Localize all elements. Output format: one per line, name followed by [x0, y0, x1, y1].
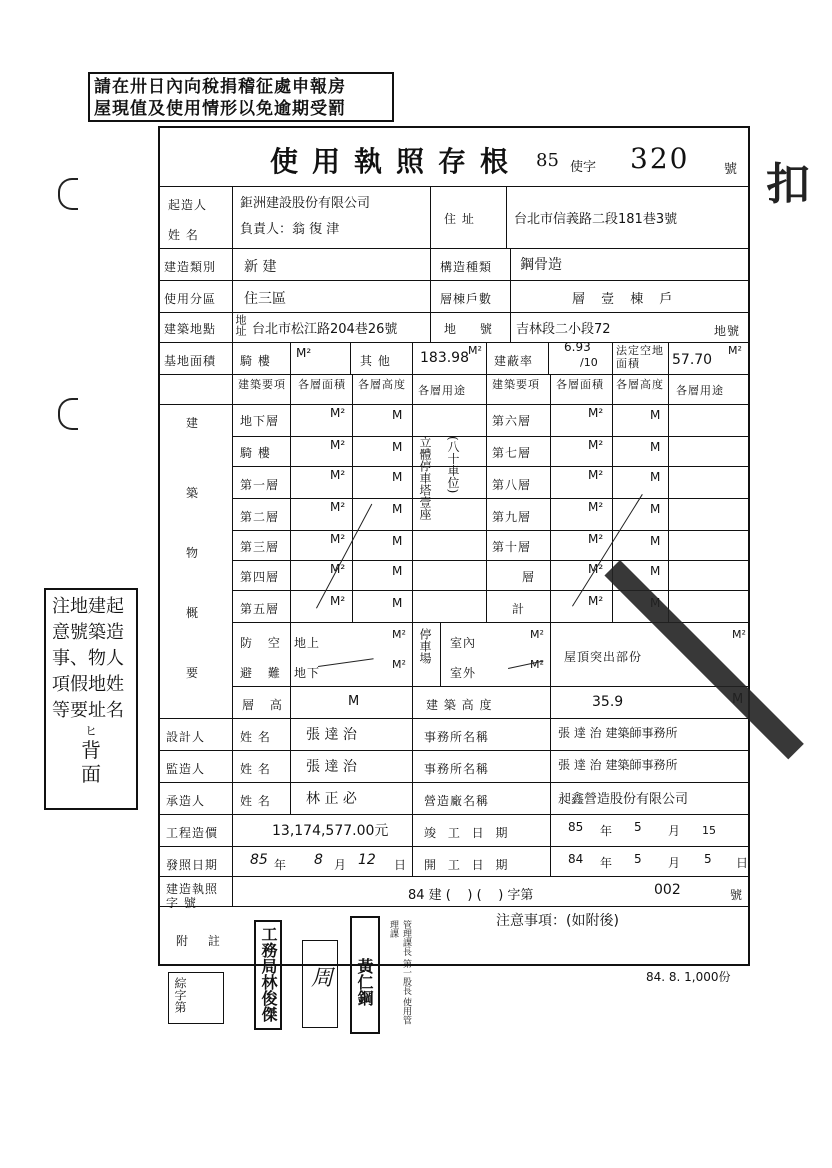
start-day-unit: 日: [736, 856, 750, 870]
completion-year: 85: [568, 820, 584, 834]
zone-value: 住三區: [244, 291, 286, 307]
overview-side-2: 築: [186, 486, 200, 500]
overview-side-4: 概: [186, 606, 200, 620]
official-seal-2-small: 管理課長 第一股長 使用管理課: [388, 920, 411, 1025]
rule: [486, 374, 487, 622]
permit-number: 002: [654, 882, 681, 898]
rule: [430, 248, 431, 342]
struct-value: 鋼骨造: [520, 257, 562, 273]
rule: [290, 374, 291, 622]
supervisor-name-label: 姓 名: [240, 762, 271, 776]
rule: [668, 374, 669, 622]
reverse-notice-line1: 注地建起: [52, 596, 124, 617]
tax-notice-line1: 請在卅日內向稅捐稽征處申報房: [94, 77, 346, 97]
floor-arcade-area: M²: [330, 438, 346, 452]
floor-4: 第四層: [240, 570, 280, 584]
header-height-right: 各層高度: [616, 378, 664, 391]
start-year-unit: 年: [600, 856, 614, 870]
rule: [158, 312, 750, 313]
other-label: 其 他: [360, 354, 391, 368]
floor-1-height: M: [392, 470, 403, 484]
remarks-note: 注意事項：(如附後): [496, 913, 619, 929]
rule: [290, 622, 291, 686]
other-unit: M²: [468, 344, 482, 357]
floor-b1-area: M²: [330, 406, 346, 420]
floor-7: 第七層: [492, 446, 532, 460]
form-suffix: 號: [724, 162, 738, 177]
floor-6: 第六層: [492, 414, 532, 428]
usage-parking-spaces: (八十車位): [446, 436, 460, 494]
rule: [668, 342, 669, 374]
header-usage-right: 各層用途: [676, 384, 724, 397]
reverse-notice-line5: 等要址名: [52, 700, 124, 721]
floor-8-area: M²: [588, 468, 604, 482]
parking-indoor: 室內: [450, 636, 477, 650]
area-label: 基地面積: [164, 354, 217, 368]
builder-company: 鉅洲建設股份有限公司: [240, 196, 371, 211]
build-type-label: 建造類別: [164, 260, 217, 274]
designer-firm: 張 達 治 建築師事務所: [558, 726, 678, 740]
legal-unit: M²: [728, 344, 742, 357]
zone-label: 使用分區: [164, 292, 217, 306]
start-year: 84: [568, 852, 584, 866]
issue-label: 發照日期: [166, 858, 219, 872]
designer-name-label: 姓 名: [240, 730, 271, 744]
rule: [232, 466, 750, 467]
rule: [412, 686, 413, 718]
ratio-value: 6.93: [564, 340, 591, 354]
start-month: 5: [634, 852, 642, 866]
rule: [158, 374, 750, 375]
rule: [506, 186, 507, 248]
floor-7-area: M²: [588, 438, 604, 452]
parking-indoor-unit: M²: [530, 628, 544, 641]
floor-10-height: M: [650, 534, 661, 548]
lot-value: 吉林段二小段72: [516, 322, 611, 337]
header-area-left: 各層面積: [298, 378, 346, 391]
rule: [232, 530, 750, 531]
floor-5: 第五層: [240, 602, 280, 616]
shelter-below-unit: M²: [392, 658, 406, 671]
handwritten-seal: [302, 940, 338, 1028]
rule: [158, 280, 750, 281]
floor-9-height: M: [650, 502, 661, 516]
floor-4-area: M²: [330, 562, 346, 576]
tax-notice-stamp: [88, 72, 394, 122]
completion-day: 15: [702, 824, 716, 837]
floor-10: 第十層: [492, 540, 532, 554]
side-fragment-glyph: 扣: [766, 159, 810, 210]
contractor-firm: 昶鑫營造股份有限公司: [558, 792, 689, 807]
usage-parking-tower: 立體停車塔壹座: [418, 436, 432, 520]
cost-label: 工程造價: [166, 826, 219, 840]
ratio-denominator: /10: [580, 356, 598, 369]
rule: [550, 718, 551, 814]
rule: [290, 718, 291, 814]
floors-label: 層棟戶數: [440, 292, 493, 306]
floor-8: 第八層: [492, 478, 532, 492]
header-item-left: 建築要項: [238, 378, 286, 391]
rule: [290, 686, 291, 718]
roof-unit: M²: [732, 628, 746, 641]
lot-suffix: 地號: [714, 324, 741, 338]
corner-seal: [168, 972, 224, 1024]
arcade-unit: M²: [296, 346, 312, 360]
print-footer: 84. 8. 1,000份: [646, 970, 731, 984]
shelter-label1: 防 空: [240, 636, 286, 650]
rule: [550, 814, 551, 876]
rule: [412, 718, 413, 814]
legal-label: 法定空地面積: [616, 344, 664, 370]
floor-5-height: M: [392, 596, 403, 610]
rule: [158, 846, 750, 847]
reverse-notice-line2: 意號築造: [52, 622, 124, 643]
floor-extra: 層: [522, 570, 536, 584]
rule: [232, 560, 750, 561]
form-title: 使用執照存根: [270, 145, 523, 178]
punch-hole-mark: [58, 398, 78, 430]
handwritten-seal-text: 周: [311, 966, 334, 991]
reverse-notice-line4: 項假地姓: [52, 674, 124, 695]
rule: [510, 248, 511, 342]
floor-2-height: M: [392, 502, 403, 516]
floor-8-height: M: [650, 470, 661, 484]
floor-b1-height: M: [392, 408, 403, 422]
floor-1: 第一層: [240, 478, 280, 492]
floor-3-height: M: [392, 534, 403, 548]
ratio-label: 建蔽率: [494, 354, 534, 368]
rule: [158, 404, 750, 405]
supervisor-firm: 張 達 治 建築師事務所: [558, 758, 678, 772]
rule: [290, 342, 291, 374]
floor-3: 第三層: [240, 540, 280, 554]
building-height-unit: M: [732, 692, 744, 707]
site-addr: 台北市松江路204巷26號: [252, 322, 398, 337]
overview-side-3: 物: [186, 546, 200, 560]
rule: [440, 622, 441, 686]
shelter-label2: 避 難: [240, 666, 286, 680]
floor-extra-area: M²: [588, 562, 604, 576]
floor-total-height: M: [650, 596, 661, 610]
reverse-notice-back: 背面: [81, 738, 101, 786]
floor-arcade-height: M: [392, 440, 403, 454]
rule: [232, 718, 233, 906]
reverse-notice-small: ヒ: [84, 724, 97, 738]
permit-label2: 字 號: [166, 896, 197, 910]
header-usage-left: 各層用途: [418, 384, 466, 397]
designer-name: 張 達 治: [306, 727, 357, 743]
floor-height-unit: M: [348, 694, 360, 709]
rule: [412, 342, 413, 374]
rule: [158, 186, 750, 187]
rule: [412, 814, 413, 876]
contractor-label: 承造人: [166, 794, 206, 808]
rule: [550, 374, 551, 622]
floor-height-label: 層 高: [242, 698, 288, 712]
rule: [158, 906, 750, 907]
parking-outdoor: 室外: [450, 666, 477, 680]
cost-value: 13,174,577.00元: [272, 823, 389, 839]
contractor-name-label: 姓 名: [240, 794, 271, 808]
floor-6-height: M: [650, 408, 661, 422]
other-value: 183.98: [420, 350, 469, 366]
rule: [158, 342, 750, 343]
contractor-name: 林 正 必: [306, 791, 357, 807]
reverse-notice-stamp: [44, 588, 138, 810]
completion-month-unit: 月: [668, 824, 682, 838]
punch-hole-mark: [58, 178, 78, 210]
supervisor-label: 監造人: [166, 762, 206, 776]
official-seal-1-text: 工務局林俊傑: [259, 926, 278, 1022]
header-item-right: 建築要項: [492, 378, 540, 391]
issue-year-unit: 年: [274, 858, 288, 872]
rule: [430, 186, 431, 248]
tax-notice-line2: 屋現值及使用情形以免逾期受罰: [94, 99, 346, 119]
floor-9-area: M²: [588, 500, 604, 514]
completion-month: 5: [634, 820, 642, 834]
permit-label1: 建造執照: [166, 882, 219, 896]
official-seal-2-text: 黃仁鋼: [355, 958, 374, 1006]
designer-label: 設計人: [166, 730, 206, 744]
rule: [158, 248, 750, 249]
overview-side-5: 要: [186, 666, 200, 680]
floor-total: 計: [512, 602, 526, 616]
lot-label: 地 號: [444, 322, 502, 336]
legal-value: 57.70: [672, 352, 713, 368]
rule: [548, 342, 549, 374]
floor-extra-height: M: [650, 564, 661, 578]
official-seal-1: [254, 920, 282, 1030]
floor-1-area: M²: [330, 468, 346, 482]
rule: [232, 436, 750, 437]
rule: [232, 498, 750, 499]
floor-total-area: M²: [588, 594, 604, 608]
rule: [412, 622, 413, 686]
building-height-label: 建 築 高 度: [426, 698, 493, 712]
roof-label: 屋頂突出部份: [564, 650, 643, 664]
rule: [232, 186, 233, 718]
issue-day: 12: [358, 852, 376, 868]
corner-seal-text: 綜字第: [173, 977, 187, 1013]
site-addr-tag: 地址: [234, 314, 247, 336]
start-label: 開 工 日 期: [424, 858, 512, 872]
rule: [232, 590, 750, 591]
contractor-firm-label: 營造廠名稱: [424, 794, 490, 808]
floor-b1: 地下層: [240, 414, 280, 428]
permit-text: 84 建 ( ) ( ) 字第: [408, 888, 534, 903]
permit-suffix: 號: [730, 888, 744, 902]
rule: [486, 342, 487, 374]
builder-addr: 台北市信義路二段181巷3號: [514, 212, 678, 227]
floor-9: 第九層: [492, 510, 532, 524]
rule: [158, 876, 750, 877]
completion-label: 竣 工 日 期: [424, 826, 512, 840]
completion-year-unit: 年: [600, 824, 614, 838]
rule: [352, 374, 353, 622]
issue-month-unit: 月: [334, 858, 348, 872]
start-day: 5: [704, 852, 712, 866]
header-height-left: 各層高度: [358, 378, 406, 391]
floors-value: 層 壹 棟 戶: [572, 292, 679, 307]
build-type-value: 新 建: [244, 259, 277, 275]
floor-3-area: M²: [330, 532, 346, 546]
builder-rep: 負責人：翁 復 津: [240, 222, 340, 237]
struct-label: 構造種類: [440, 260, 493, 274]
floor-7-height: M: [650, 440, 661, 454]
arcade-label: 騎 樓: [240, 354, 271, 368]
floor-arcade: 騎 樓: [240, 446, 271, 460]
parking-label: 停車場: [418, 628, 432, 664]
supervisor-firm-label: 事務所名稱: [424, 762, 490, 776]
site-label: 建築地點: [164, 322, 217, 336]
official-seal-2: [350, 916, 380, 1034]
rule: [412, 374, 413, 622]
rule: [350, 342, 351, 374]
form-number: 320: [630, 142, 690, 175]
floor-10-area: M²: [588, 532, 604, 546]
supervisor-name: 張 達 治: [306, 759, 357, 775]
overview-side-1: 建: [186, 416, 200, 430]
builder-label1: 起造人: [168, 198, 208, 212]
parking-outdoor-unit: M²: [530, 658, 544, 671]
shelter-above-unit: M²: [392, 628, 406, 641]
shelter-above: 地上: [294, 636, 321, 650]
remarks-label: 附 註: [176, 934, 228, 948]
rule: [612, 342, 613, 374]
form-year: 85: [536, 150, 559, 171]
floor-2-area: M²: [330, 500, 346, 514]
designer-firm-label: 事務所名稱: [424, 730, 490, 744]
issue-year: 85: [250, 852, 268, 868]
builder-label2: 姓 名: [168, 228, 199, 242]
rule: [158, 814, 750, 815]
form-char: 使字: [570, 160, 597, 175]
floor-6-area: M²: [588, 406, 604, 420]
builder-addr-label: 住 址: [444, 212, 475, 226]
reverse-notice-line3: 事、物人: [52, 648, 124, 669]
floor-2: 第二層: [240, 510, 280, 524]
floor-4-height: M: [392, 564, 403, 578]
header-area-right: 各層面積: [556, 378, 604, 391]
start-month-unit: 月: [668, 856, 682, 870]
building-height-value: 35.9: [592, 694, 624, 710]
issue-day-unit: 日: [394, 858, 408, 872]
floor-5-area: M²: [330, 594, 346, 608]
issue-month: 8: [314, 852, 323, 868]
shelter-below: 地下: [294, 666, 321, 680]
